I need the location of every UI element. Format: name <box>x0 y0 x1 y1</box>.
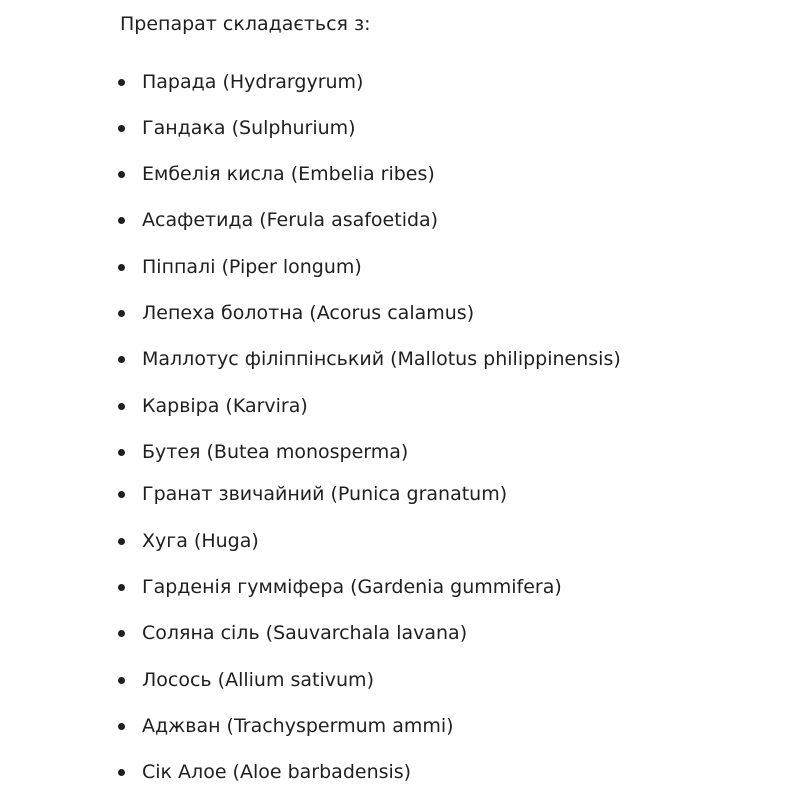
bullet-icon <box>118 310 125 317</box>
list-item <box>142 667 374 693</box>
list-item <box>142 393 308 419</box>
ingredient-text: Сік Алое (Aloe barbadensis) <box>142 761 412 783</box>
bullet-icon <box>118 171 125 178</box>
list-item <box>142 115 356 141</box>
bullet-icon <box>118 449 125 456</box>
list-item <box>142 69 363 95</box>
bullet-icon <box>118 491 125 498</box>
bullet-icon <box>118 769 125 776</box>
list-item <box>142 207 438 233</box>
ingredient-text: Ембелія кисла (Embelia ribes) <box>142 163 435 185</box>
bullet-icon <box>118 125 125 132</box>
ingredient-text: Гарденія гумміфера (Gardenia gummifera) <box>142 576 562 598</box>
bullet-icon <box>118 584 125 591</box>
ingredient-text: Піппалі (Piper longum) <box>142 256 362 278</box>
ingredient-text: Лепеха болотна (Acorus calamus) <box>142 302 475 324</box>
ingredient-text: Аджван (Trachyspermum ammi) <box>142 715 454 737</box>
intro-text: Препарат складається з: <box>120 13 371 35</box>
bullet-icon <box>118 356 125 363</box>
ingredient-text: Парада (Hydrargyrum) <box>142 71 364 93</box>
bullet-icon <box>118 217 125 224</box>
list-item <box>142 346 621 372</box>
ingredient-text: Гранат звичайний (Punica granatum) <box>142 483 508 505</box>
ingredient-text: Карвіра (Karvira) <box>142 395 308 417</box>
list-item <box>142 481 507 507</box>
bullet-icon <box>118 630 125 637</box>
ingredient-text: Асафетида (Ferula asafoetida) <box>142 209 439 231</box>
ingredient-text: Лосось (Allium sativum) <box>142 669 374 691</box>
list-item <box>142 528 259 554</box>
list-item <box>142 439 408 465</box>
list-item <box>142 759 411 785</box>
bullet-icon <box>118 403 125 410</box>
list-item <box>142 713 454 739</box>
list-item <box>142 300 474 326</box>
bullet-icon <box>118 538 125 545</box>
bullet-icon <box>118 677 125 684</box>
bullet-icon <box>118 79 125 86</box>
ingredient-text: Гандака (Sulphurium) <box>142 117 356 139</box>
ingredient-text: Бутея (Butea monosperma) <box>142 441 409 463</box>
bullet-icon <box>118 723 125 730</box>
list-item <box>142 574 562 600</box>
list-item <box>142 254 362 280</box>
ingredient-text: Хуга (Huga) <box>142 530 259 552</box>
list-item <box>142 620 467 646</box>
list-item <box>142 161 435 187</box>
bullet-icon <box>118 264 125 271</box>
ingredient-text: Маллотус філіппінський (Mallotus philippinensis) <box>142 348 621 370</box>
ingredient-text: Соляна сіль (Sauvarchala lavana) <box>142 622 468 644</box>
